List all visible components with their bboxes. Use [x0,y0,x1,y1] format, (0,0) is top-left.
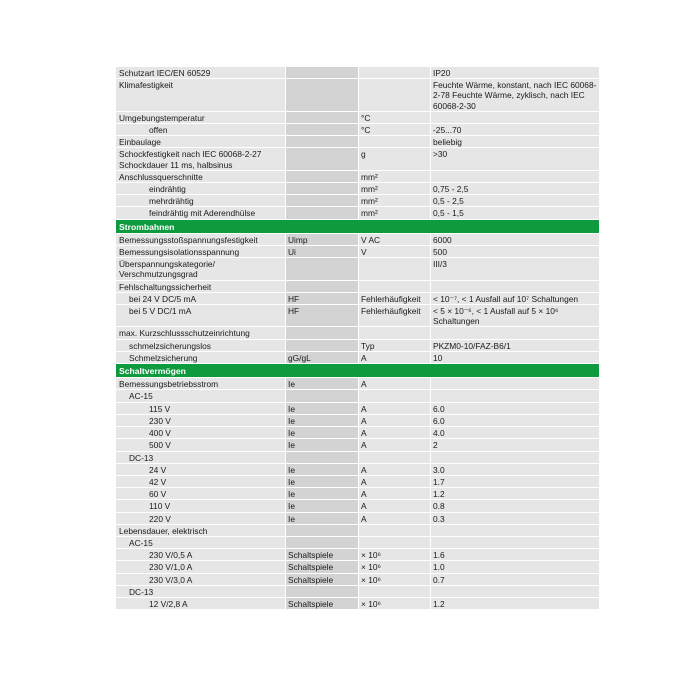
spec-unit: Fehlerhäufigkeit [359,293,431,304]
spec-label: 500 V [116,439,286,450]
spec-unit: mm² [359,207,431,218]
spec-value [431,586,599,597]
spec-row [116,207,599,218]
spec-symbol: Ie [286,378,359,389]
spec-label: Lebensdauer, elektrisch [116,525,286,536]
spec-row [116,390,599,401]
spec-symbol [286,586,359,597]
spec-row [116,171,599,182]
spec-label: Einbaulage [116,136,286,147]
spec-value: 6.0 [431,415,599,426]
spec-label: AC-15 [116,537,286,548]
spec-symbol: Ie [286,476,359,487]
spec-unit: A [359,415,431,426]
spec-unit [359,79,431,111]
spec-row [116,234,599,245]
spec-row [116,183,599,194]
spec-symbol [286,195,359,206]
spec-row [116,136,599,147]
spec-symbol [286,136,359,147]
spec-row [116,537,599,548]
spec-row [116,561,599,572]
spec-symbol: Ie [286,500,359,511]
spec-label: max. Kurzschlussschutzeinrichtung [116,327,286,338]
spec-symbol: Uimp [286,234,359,245]
spec-value [431,537,599,548]
spec-value: 2 [431,439,599,450]
spec-label: 230 V/3,0 A [116,574,286,585]
spec-unit: °C [359,112,431,123]
spec-unit: A [359,352,431,363]
section-title: Schaltvermögen [116,364,599,377]
spec-value: 0.7 [431,574,599,585]
spec-label: DC-13 [116,452,286,463]
spec-row [116,488,599,499]
spec-unit: A [359,403,431,414]
spec-unit [359,67,431,78]
spec-symbol: gG/gL [286,352,359,363]
spec-label: 230 V [116,415,286,426]
spec-unit: A [359,439,431,450]
spec-label: Bemessungsstoßspannungsfestigkeit [116,234,286,245]
spec-value [431,112,599,123]
spec-value: Feuchte Wärme, konstant, nach IEC 60068-2-78 Feuchte Wärme, zyklisch, nach IEC 60068-2-30 [431,79,599,111]
spec-symbol: HF [286,305,359,326]
spec-row [116,525,599,536]
spec-label: Bemessungsbetriebsstrom [116,378,286,389]
spec-value: 4.0 [431,427,599,438]
spec-unit: mm² [359,195,431,206]
spec-value [431,525,599,536]
spec-symbol [286,537,359,548]
spec-label: AC-15 [116,390,286,401]
spec-table [116,66,599,610]
spec-symbol: Ie [286,488,359,499]
technical-data-sheet [116,66,597,610]
spec-value: 1.2 [431,488,599,499]
spec-unit: × 10⁶ [359,561,431,572]
spec-label: Schutzart IEC/EN 60529 [116,67,286,78]
spec-unit [359,452,431,463]
spec-value: 6000 [431,234,599,245]
spec-value: 0,5 - 1,5 [431,207,599,218]
spec-value: 500 [431,246,599,257]
spec-unit [359,258,431,279]
spec-row [116,352,599,363]
spec-symbol: Ie [286,513,359,524]
spec-symbol: Ie [286,427,359,438]
spec-value [431,171,599,182]
spec-row [116,439,599,450]
spec-symbol: Schaltspiele [286,549,359,560]
spec-row [116,340,599,351]
spec-label: Bemessungsisolationsspannung [116,246,286,257]
spec-value: 0,5 - 2,5 [431,195,599,206]
spec-row [116,327,599,338]
spec-value: 3.0 [431,464,599,475]
spec-row [116,574,599,585]
spec-label: bei 24 V DC/5 mA [116,293,286,304]
spec-unit: A [359,488,431,499]
spec-label: Umgebungstemperatur [116,112,286,123]
spec-unit: × 10⁶ [359,574,431,585]
spec-value [431,452,599,463]
spec-table-body [116,67,599,609]
spec-symbol: Ie [286,439,359,450]
spec-unit: mm² [359,171,431,182]
spec-value: PKZM0-10/FAZ-B6/1 [431,340,599,351]
spec-row [116,195,599,206]
spec-unit [359,390,431,401]
spec-symbol [286,112,359,123]
spec-symbol: Ie [286,403,359,414]
spec-row [116,148,599,169]
spec-value: beliebig [431,136,599,147]
spec-symbol [286,452,359,463]
spec-symbol [286,258,359,279]
spec-symbol: Ui [286,246,359,257]
spec-value: -25...70 [431,124,599,135]
spec-symbol [286,525,359,536]
spec-row [116,500,599,511]
spec-unit [359,525,431,536]
spec-label: 42 V [116,476,286,487]
spec-label: Anschlussquerschnitte [116,171,286,182]
spec-row [116,112,599,123]
spec-symbol [286,67,359,78]
spec-unit: A [359,427,431,438]
spec-value [431,390,599,401]
spec-value [431,327,599,338]
spec-label: 110 V [116,500,286,511]
spec-symbol: Schaltspiele [286,574,359,585]
spec-unit: × 10⁶ [359,598,431,609]
spec-label: 230 V/1,0 A [116,561,286,572]
spec-symbol [286,183,359,194]
spec-unit [359,136,431,147]
spec-label: schmelzsicherungslos [116,340,286,351]
spec-value [431,378,599,389]
spec-row [116,258,599,279]
spec-symbol [286,390,359,401]
spec-unit [359,537,431,548]
spec-symbol [286,171,359,182]
section-title: Strombahnen [116,220,599,233]
spec-symbol [286,148,359,169]
spec-unit: Typ [359,340,431,351]
spec-label: 24 V [116,464,286,475]
spec-row [116,293,599,304]
section-header [116,364,599,377]
spec-row [116,549,599,560]
spec-label: feindrähtig mit Aderendhülse [116,207,286,218]
spec-value: 0.3 [431,513,599,524]
spec-row [116,452,599,463]
spec-row [116,79,599,111]
spec-row [116,281,599,292]
spec-unit [359,586,431,597]
spec-value: 0.8 [431,500,599,511]
spec-row [116,476,599,487]
spec-label: 115 V [116,403,286,414]
spec-symbol [286,79,359,111]
spec-label: 400 V [116,427,286,438]
spec-row [116,513,599,524]
spec-row [116,305,599,326]
spec-label: 12 V/2,8 A [116,598,286,609]
spec-label: Überspannungskategorie/ Verschmutzungsgrad [116,258,286,279]
spec-label: Fehlschaltungssicherheit [116,281,286,292]
spec-symbol: Ie [286,464,359,475]
spec-unit: A [359,513,431,524]
spec-value: 10 [431,352,599,363]
spec-value: 1.7 [431,476,599,487]
spec-unit: g [359,148,431,169]
spec-row [116,415,599,426]
spec-symbol [286,281,359,292]
spec-row [116,427,599,438]
spec-row [116,586,599,597]
spec-value: 6.0 [431,403,599,414]
spec-value: 1.2 [431,598,599,609]
spec-value: IP20 [431,67,599,78]
spec-row [116,378,599,389]
spec-value: < 5 × 10⁻⁶, < 1 Ausfall auf 5 × 10⁶ Schaltungen [431,305,599,326]
spec-label: Klimafestigkeit [116,79,286,111]
spec-unit [359,327,431,338]
spec-row [116,67,599,78]
spec-symbol: Ie [286,415,359,426]
spec-symbol: HF [286,293,359,304]
spec-label: 60 V [116,488,286,499]
spec-unit: Fehlerhäufigkeit [359,305,431,326]
spec-symbol [286,327,359,338]
spec-label: mehrdrähtig [116,195,286,206]
spec-row [116,403,599,414]
spec-unit: × 10⁶ [359,549,431,560]
spec-symbol [286,124,359,135]
spec-label: Schmelzsicherung [116,352,286,363]
spec-label: 230 V/0,5 A [116,549,286,560]
spec-label: offen [116,124,286,135]
spec-value: 0,75 - 2,5 [431,183,599,194]
spec-value [431,281,599,292]
spec-symbol: Schaltspiele [286,598,359,609]
spec-unit: mm² [359,183,431,194]
spec-label: Schockfestigkeit nach IEC 60068-2-27 Schockdauer 11 ms, halbsinus [116,148,286,169]
spec-unit: V [359,246,431,257]
spec-value: < 10⁻⁷, < 1 Ausfall auf 10⁷ Schaltungen [431,293,599,304]
spec-unit: A [359,464,431,475]
spec-value: 1.6 [431,549,599,560]
section-header [116,220,599,233]
spec-unit: V AC [359,234,431,245]
spec-label: bei 5 V DC/1 mA [116,305,286,326]
spec-unit: A [359,500,431,511]
spec-label: DC-13 [116,586,286,597]
spec-symbol [286,340,359,351]
spec-symbol [286,207,359,218]
spec-unit: °C [359,124,431,135]
spec-row [116,464,599,475]
spec-unit [359,281,431,292]
spec-label: eindrähtig [116,183,286,194]
spec-row [116,246,599,257]
spec-label: 220 V [116,513,286,524]
spec-value: III/3 [431,258,599,279]
spec-row [116,124,599,135]
spec-row [116,598,599,609]
spec-unit: A [359,378,431,389]
spec-symbol: Schaltspiele [286,561,359,572]
spec-value: >30 [431,148,599,169]
spec-value: 1.0 [431,561,599,572]
spec-unit: A [359,476,431,487]
